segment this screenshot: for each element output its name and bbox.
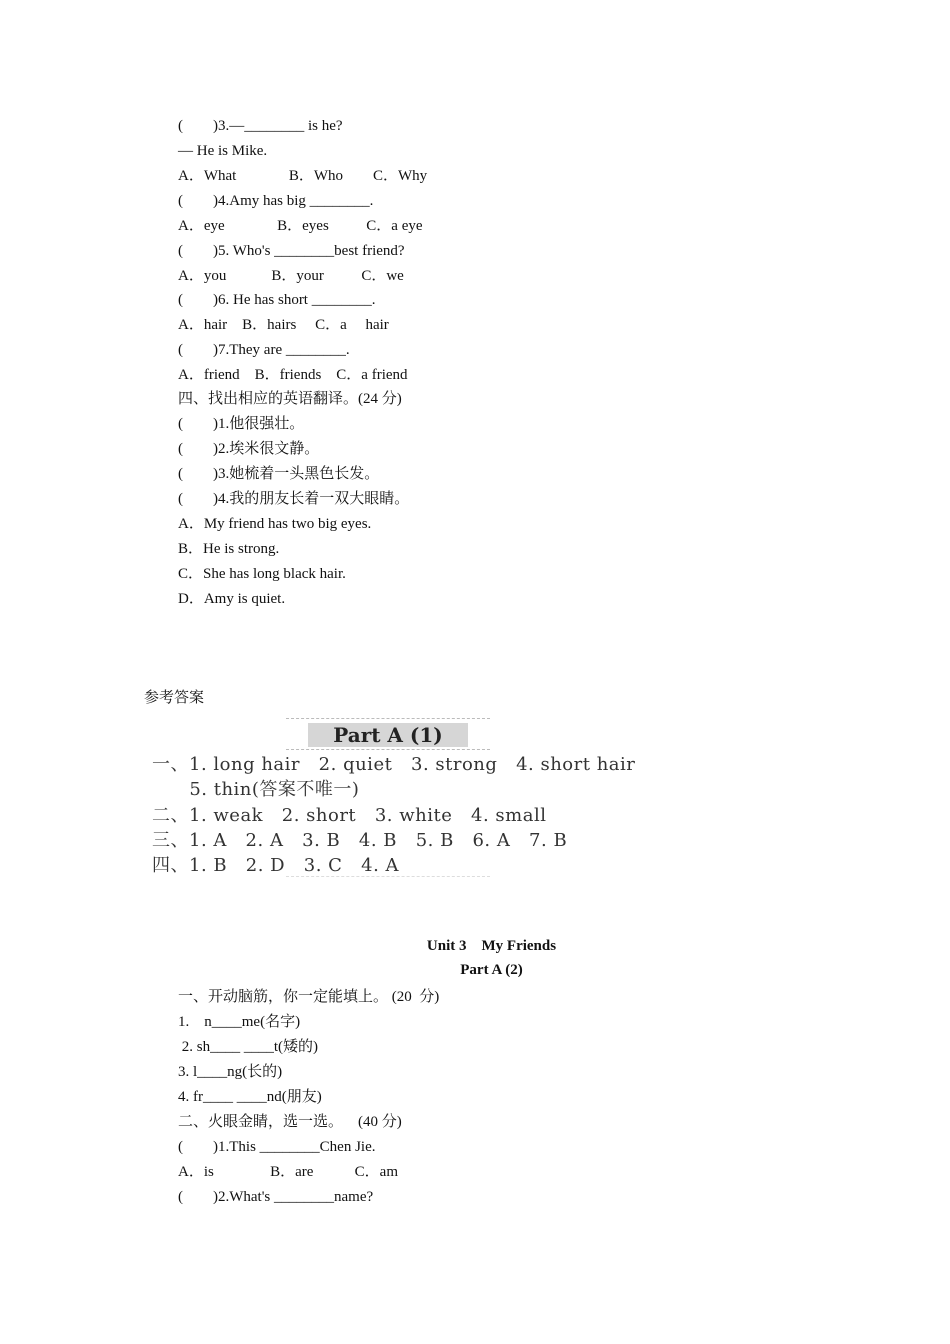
answer-line: 三、1. A 2. A 3. B 4. B 5. B 6. A 7. B	[152, 830, 568, 851]
translate-option: D．Amy is quiet.	[178, 591, 286, 607]
q6-options: A．hair B．hairs C．a hair	[178, 317, 389, 333]
answer-key-divider	[286, 876, 490, 877]
q7-options: A．friend B．friends C．a friend	[178, 367, 408, 383]
answer-line: 一、1. long hair 2. quiet 3. strong 4. short hair	[152, 754, 636, 775]
section-1-heading: 一、开动脑筋，你一定能填上。 (20 分)	[178, 989, 440, 1005]
q6-stem: ( )6. He has short ________.	[178, 292, 376, 308]
part-title: Part A (2)	[460, 962, 523, 978]
translate-option: C．She has long black hair.	[178, 566, 346, 582]
translate-item: ( )2.埃米很文静。	[178, 441, 320, 457]
choice-options: A．is B．are C．am	[178, 1164, 398, 1180]
q3-stem: ( )3.—________ is he?	[178, 118, 343, 134]
answer-line: 二、1. weak 2. short 3. white 4. small	[152, 805, 547, 826]
choice-stem: ( )1.This ________Chen Jie.	[178, 1139, 376, 1155]
q5-stem: ( )5. Who's ________best friend?	[178, 243, 405, 259]
answers-heading: 参考答案	[144, 690, 205, 706]
section-4-heading: 四、找出相应的英语翻译。(24 分)	[178, 391, 402, 407]
translate-option: A．My friend has two big eyes.	[178, 516, 372, 532]
answer-key-image	[150, 716, 636, 880]
q3-dialogue: — He is Mike.	[178, 143, 268, 159]
answer-line: 四、1. B 2. D 3. C 4. A	[152, 855, 400, 876]
answer-key-title: Part A (1)	[308, 723, 468, 747]
q4-stem: ( )4.Amy has big ________.	[178, 193, 374, 209]
q7-stem: ( )7.They are ________.	[178, 342, 350, 358]
translate-item: ( )4.我的朋友长着一双大眼睛。	[178, 491, 410, 507]
fill-item: 3. l____ng(长的)	[178, 1064, 283, 1080]
unit-title: Unit 3 My Friends	[426, 938, 557, 954]
translate-item: ( )3.她梳着一头黑色长发。	[178, 466, 380, 482]
translate-option: B．He is strong.	[178, 541, 280, 557]
translate-item: ( )1.他很强壮。	[178, 416, 305, 432]
section-2-heading: 二、火眼金睛，选一选。 (40 分)	[178, 1114, 402, 1130]
q4-options: A．eye B．eyes C．a eye	[178, 218, 423, 234]
answer-key-title-frame	[286, 718, 490, 750]
q5-options: A．you B．your C．we	[178, 268, 404, 284]
fill-item: 4. fr____ ____nd(朋友)	[178, 1089, 322, 1105]
fill-item: 2. sh____ ____t(矮的)	[178, 1039, 318, 1055]
fill-item: 1. n____me(名字)	[178, 1014, 301, 1030]
choice-stem: ( )2.What's ________name?	[178, 1189, 374, 1205]
answer-line: 5. thin(答案不唯一)	[152, 779, 360, 800]
q3-options: A．What B．Who C．Why	[178, 168, 428, 184]
